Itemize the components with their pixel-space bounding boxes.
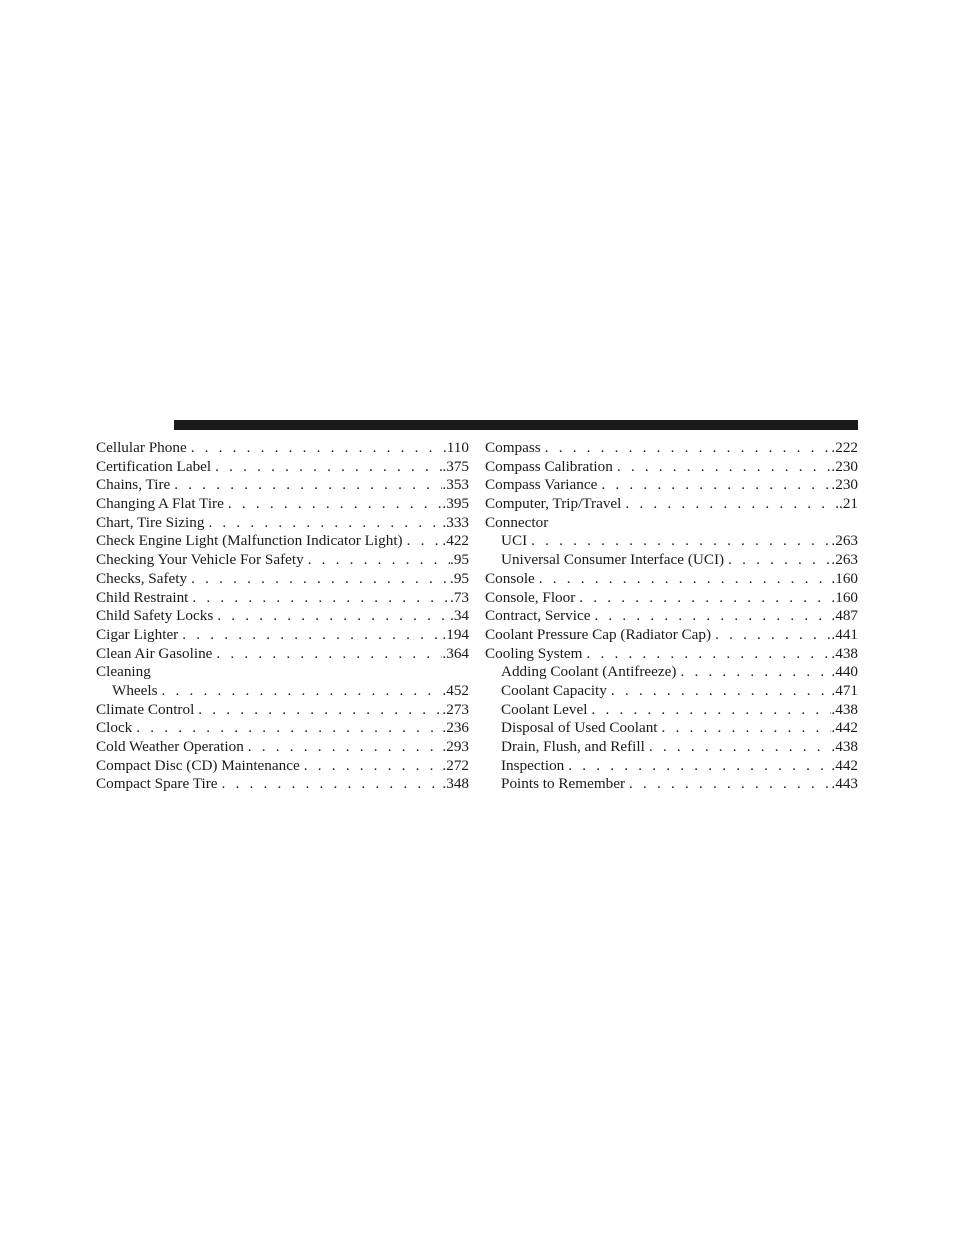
index-subentry: Inspection . . . .442 [485, 757, 858, 776]
index-entry: Certification Label . . . .375 [96, 458, 469, 477]
index-entry: Console . . . .160 [485, 570, 858, 589]
index-subentry: UCI . . . .263 [485, 532, 858, 551]
index-entry: Coolant Pressure Cap (Radiator Cap) . . . .441 [485, 626, 858, 645]
index-entry: Chart, Tire Sizing . . . .333 [96, 514, 469, 533]
index-subentry: Coolant Level . . . .438 [485, 701, 858, 720]
index-entry: Child Safety Locks . . . .34 [96, 607, 469, 626]
index-entry: Cooling System . . . .438 [485, 645, 858, 664]
index-entry: Check Engine Light (Malfunction Indicator Light) . . . .422 [96, 532, 469, 551]
index-entry: Climate Control . . . .273 [96, 701, 469, 720]
index-subentry: Points to Remember . . . .443 [485, 775, 858, 794]
index-entry: Checks, Safety . . . .95 [96, 570, 469, 589]
index-entry: Changing A Flat Tire . . . .395 [96, 495, 469, 514]
index-entry: Clock . . . .236 [96, 719, 469, 738]
index-entry: Compass Calibration . . . .230 [485, 458, 858, 477]
index-entry: Cold Weather Operation . . . .293 [96, 738, 469, 757]
index-entry: Console, Floor . . . .160 [485, 589, 858, 608]
index-entry: Checking Your Vehicle For Safety . . . .95 [96, 551, 469, 570]
index-entry: Cellular Phone . . . .110 [96, 439, 469, 458]
index-column-right [485, 439, 858, 794]
index-heading: Cleaning [96, 663, 151, 681]
section-header-bar [174, 420, 858, 430]
index-subentry: Adding Coolant (Antifreeze) . . . .440 [485, 663, 858, 682]
index-entry: Clean Air Gasoline . . . .364 [96, 645, 469, 664]
index-entry: Computer, Trip/Travel . . . .21 [485, 495, 858, 514]
index-entry: Compass Variance . . . .230 [485, 476, 858, 495]
index-entry: Cigar Lighter . . . .194 [96, 626, 469, 645]
index-entry: Compact Spare Tire . . . .348 [96, 775, 469, 794]
index-entry: Compass . . . .222 [485, 439, 858, 458]
index-entry: Compact Disc (CD) Maintenance . . . .272 [96, 757, 469, 776]
index-heading: Connector [485, 513, 549, 531]
index-entry: Child Restraint . . . .73 [96, 589, 469, 608]
index-subentry: Disposal of Used Coolant . . . .442 [485, 719, 858, 738]
index-subentry: Drain, Flush, and Refill . . . .438 [485, 738, 858, 757]
index-entry: Chains, Tire . . . .353 [96, 476, 469, 495]
index-subentry: Wheels . . . .452 [96, 682, 469, 701]
index-column-left [96, 439, 469, 794]
index-subentry: Universal Consumer Interface (UCI) . . . .263 [485, 551, 858, 570]
index-subentry: Coolant Capacity . . . .471 [485, 682, 858, 701]
index-entry: Contract, Service . . . .487 [485, 607, 858, 626]
